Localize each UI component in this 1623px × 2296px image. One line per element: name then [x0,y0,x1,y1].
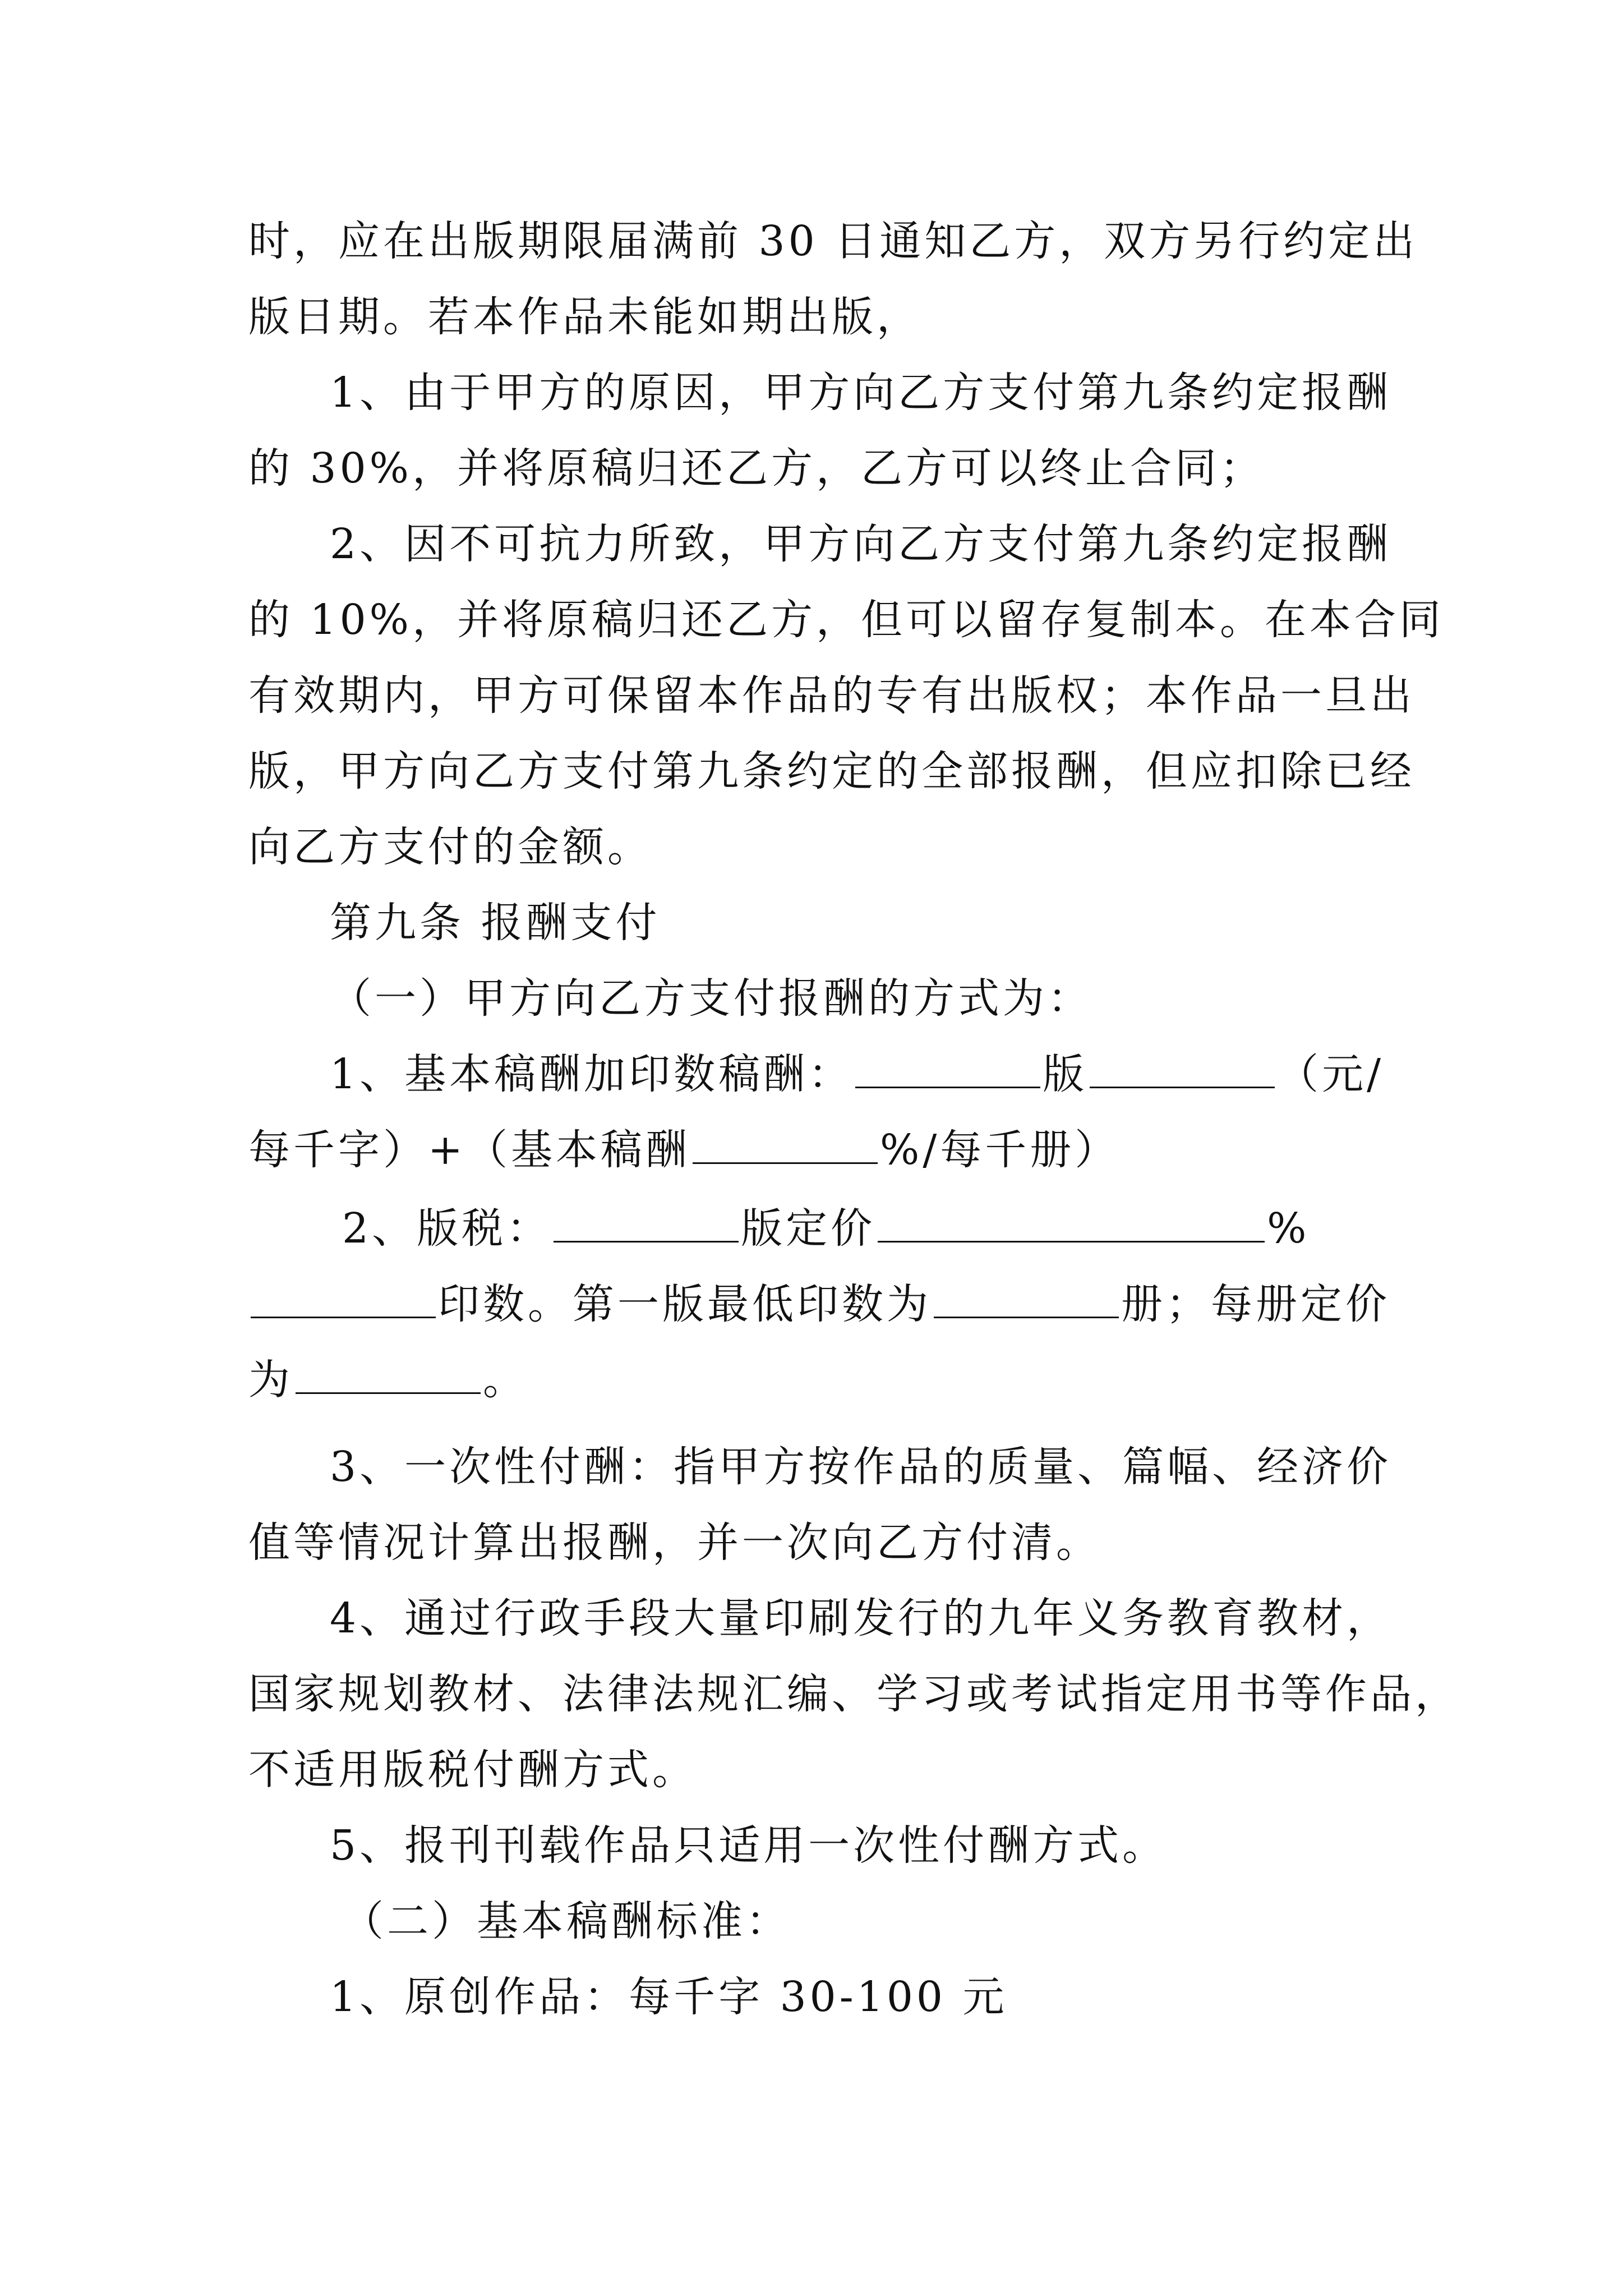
blank-field[interactable] [878,1206,1265,1243]
fill-in-text: %/每千册） [880,1126,1120,1174]
fill-in-line [248,1125,1119,1175]
fill-in-line [342,1203,1310,1254]
text-line: 2、因不可抗力所致，甲方向乙方支付第九条约定报酬 [330,520,1392,568]
text-line: 的 30%，并将原稿归还乙方，乙方可以终止合同； [248,444,1265,493]
text-line: 不适用版税付酬方式。 [248,1746,697,1794]
text-line: 1、原创作品：每千字 30-100 元 [330,1973,1008,2021]
text-line: 5、报刊刊载作品只适用一次性付酬方式。 [330,1821,1168,1870]
fill-in-text: 。 [483,1356,528,1404]
fill-in-text: 2、版税： [342,1204,552,1253]
blank-field[interactable] [855,1052,1040,1088]
fill-in-text: % [1267,1204,1310,1253]
text-line: 国家规划教材、法律法规汇编、学习或考试指定用书等作品， [248,1670,1460,1718]
fill-in-text: 1、基本稿酬加印数稿酬： [330,1050,854,1098]
fill-in-text: 每千字）+（基本稿酬 [248,1126,691,1174]
fill-in-text: 版定价 [741,1204,876,1253]
fill-in-text: 册；每册定价 [1121,1280,1390,1328]
section-heading: 第九条 报酬支付 [330,899,661,947]
blank-field[interactable] [296,1358,481,1394]
fill-in-text: 为 [248,1356,293,1404]
text-line: 版，甲方向乙方支付第九条约定的全部报酬，但应扣除已经 [248,747,1415,795]
text-line: 版日期。若本作品未能如期出版， [248,293,921,341]
fill-in-text: 印数。第一版最低印数为 [438,1280,932,1328]
blank-field[interactable] [251,1282,436,1318]
text-line: 值等情况计算出报酬，并一次向乙方付清。 [248,1519,1101,1567]
blank-field[interactable] [934,1282,1119,1318]
subsection-heading: （一）甲方向乙方支付报酬的方式为： [330,974,1092,1023]
text-line: 时，应在出版期限届满前 30 日通知乙方，双方另行约定出 [248,217,1418,265]
fill-in-line [330,1049,1384,1099]
fill-in-text: （元/ [1277,1050,1385,1098]
text-line: 向乙方支付的金额。 [248,823,652,871]
text-line: 3、一次性付酬：指甲方按作品的质量、篇幅、经济价 [330,1443,1392,1491]
blank-field[interactable] [554,1206,739,1243]
blank-field[interactable] [693,1128,878,1164]
text-line: 有效期内，甲方可保留本作品的专有出版权；本作品一旦出 [248,671,1415,720]
fill-in-line [248,1279,1390,1329]
text-line: 4、通过行政手段大量印刷发行的九年义务教育教材， [330,1594,1392,1642]
text-line: 的 10%，并将原稿归还乙方，但可以留存复制本。在本合同 [248,596,1444,644]
subsection-heading: （二）基本稿酬标准： [342,1897,791,1945]
fill-in-text: 版 [1043,1050,1088,1098]
blank-field[interactable] [1090,1052,1275,1088]
fill-in-line [248,1355,528,1405]
text-line: 1、由于甲方的原因，甲方向乙方支付第九条约定报酬 [330,369,1392,417]
